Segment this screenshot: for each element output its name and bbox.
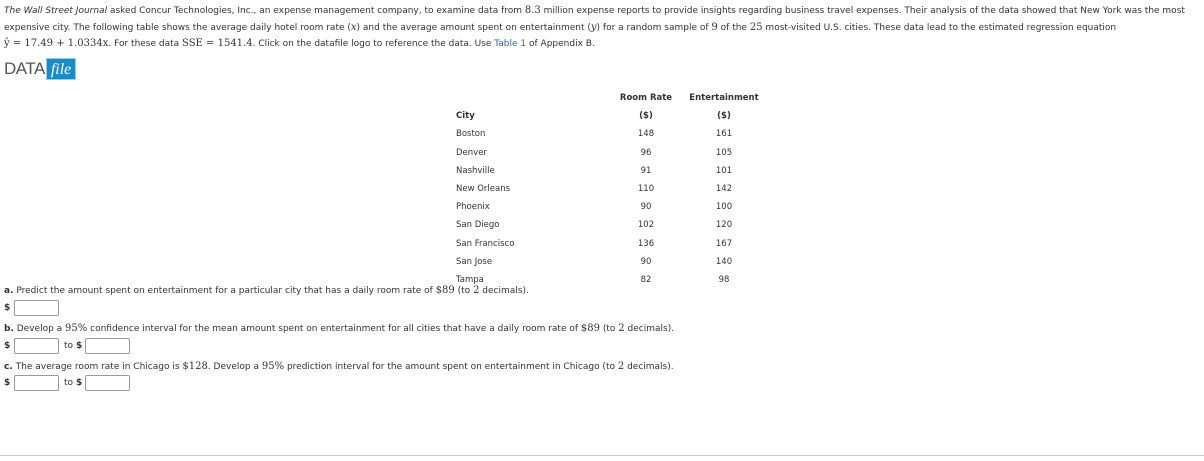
- room-rate-cell: 90: [640, 256, 652, 267]
- currency-symbol: $: [4, 378, 11, 388]
- entertainment-cell: 140: [715, 256, 733, 267]
- answer-b-upper-input[interactable]: [85, 338, 130, 354]
- question-c: [4, 361, 674, 372]
- table-row: [452, 162, 764, 180]
- logo-data-text: DATA: [4, 59, 45, 78]
- table-row: [452, 235, 764, 253]
- answer-c-lower-input[interactable]: [14, 375, 59, 391]
- currency-symbol: $: [4, 303, 11, 313]
- question-a: [4, 285, 529, 296]
- sse-value: SSE = 1541.4: [182, 38, 253, 49]
- header-room-unit: ($): [639, 111, 653, 122]
- answer-b-row: [4, 338, 130, 354]
- city-cell: Boston: [456, 129, 486, 140]
- entertainment-cell: 100: [715, 202, 733, 213]
- logo-file-text: file: [46, 58, 76, 80]
- room-rate-cell: 90: [640, 202, 652, 213]
- city-cell: Tampa: [456, 274, 484, 285]
- table-1-link[interactable]: Table 1: [494, 39, 527, 49]
- room-rate-cell: 82: [640, 274, 652, 285]
- city-cell: Denver: [456, 147, 487, 158]
- question-a-label: a.: [4, 286, 14, 296]
- to-label: to: [64, 378, 74, 388]
- city-cell: San Francisco: [456, 238, 515, 249]
- cities-total: 25: [749, 21, 763, 33]
- question-b-text: Develop a: [13, 324, 66, 334]
- table-row: [452, 125, 764, 143]
- table-header-row-2: [452, 107, 764, 125]
- header-city: City: [456, 111, 475, 122]
- intro-text-3: ) and the average amount spent on entertainment (: [356, 22, 591, 33]
- header-entertainment: Entertainment: [689, 93, 759, 104]
- intro-text-1: asked Concur Technologies, Inc., an expense management company, to examine data from: [107, 6, 525, 16]
- question-b: [4, 323, 674, 334]
- question-c-label: c.: [4, 362, 13, 372]
- entertainment-cell: 98: [718, 274, 730, 285]
- currency-symbol: $: [76, 341, 83, 351]
- intro-text-2: million expense reports to provide insights regarding business travel expenses. Their analysis of the data showed that New York was the most expensive city. The following table shows the average daily hotel room rate (: [4, 6, 1185, 33]
- question-c-chicago-rate: $128: [182, 361, 208, 372]
- entertainment-cell: 142: [715, 184, 733, 195]
- question-c-text-4: decimals).: [624, 362, 674, 372]
- question-c-text-2: . Develop a: [207, 362, 262, 372]
- entertainment-cell: 167: [715, 238, 733, 249]
- city-cell: Nashville: [456, 165, 495, 176]
- room-rate-cell: 96: [640, 147, 652, 158]
- intro-text-6: most-visited U.S. cities. These data lead to the estimated regression equation: [762, 22, 1117, 33]
- answer-a-row: [4, 300, 59, 316]
- question-b-text-3: (to: [600, 324, 619, 334]
- city-cell: Phoenix: [456, 202, 490, 213]
- question-c-decimals: 2: [617, 361, 625, 372]
- answer-a-input[interactable]: [14, 300, 59, 316]
- question-c-text: The average room rate in Chicago is: [12, 362, 183, 372]
- room-rate-cell: 91: [640, 165, 652, 176]
- question-c-confidence: 95%: [261, 361, 285, 372]
- question-b-text-4: decimals).: [624, 324, 675, 334]
- bottom-divider: [0, 455, 1204, 456]
- data-table: [452, 89, 764, 289]
- question-a-rate: $89: [435, 285, 455, 296]
- header-ent-unit: ($): [717, 111, 731, 122]
- sample-size: 9: [711, 21, 718, 33]
- city-cell: San Diego: [456, 220, 500, 231]
- question-b-confidence: 95%: [65, 323, 88, 334]
- entertainment-cell: 120: [715, 220, 733, 231]
- answer-c-row: [4, 375, 130, 391]
- intro-text-7: . For these data: [108, 39, 183, 49]
- datafile-logo[interactable]: [4, 58, 76, 80]
- room-rate-cell: 102: [637, 220, 655, 231]
- currency-symbol: $: [76, 378, 83, 388]
- entertainment-cell: 101: [715, 165, 733, 176]
- table-row: [452, 216, 764, 234]
- journal-name: The Wall Street Journal: [4, 6, 108, 16]
- reports-count: 8.3: [524, 5, 541, 16]
- intro-text-9: of Appendix B.: [526, 39, 595, 49]
- to-label: to: [64, 341, 74, 351]
- table-row: [452, 198, 764, 216]
- room-rate-cell: 136: [637, 238, 655, 249]
- question-a-decimals: 2: [473, 285, 480, 296]
- table-row: [452, 253, 764, 271]
- answer-b-lower-input[interactable]: [14, 338, 59, 354]
- currency-symbol: $: [4, 341, 11, 351]
- city-cell: San Jose: [456, 256, 493, 267]
- intro-text-8: . Click on the datafile logo to reference the data. Use: [252, 39, 495, 49]
- question-a-text: Predict the amount spent on entertainment for a particular city that has a daily room rate of: [13, 286, 436, 296]
- table-row: [452, 144, 764, 162]
- intro-text-5: of the: [717, 22, 750, 33]
- regression-equation: ŷ = 17.49 + 1.0334x: [4, 38, 109, 49]
- question-b-decimals: 2: [618, 323, 625, 334]
- city-cell: New Orleans: [456, 184, 511, 195]
- room-rate-cell: 110: [637, 184, 655, 195]
- y-variable: y: [590, 21, 597, 33]
- table-header-row-1: [452, 89, 764, 107]
- room-rate-cell: 148: [637, 129, 655, 140]
- question-a-text-2: (to: [454, 286, 474, 296]
- x-variable: x: [350, 21, 357, 33]
- entertainment-cell: 105: [715, 147, 733, 158]
- question-b-label: b.: [4, 324, 14, 334]
- intro-text-4: ) for a random sample of: [596, 22, 712, 33]
- problem-intro: [4, 3, 1200, 53]
- table-row: [452, 180, 764, 198]
- question-c-text-3: prediction interval for the amount spent on entertainment in Chicago (to: [284, 362, 618, 372]
- question-b-text-2: confidence interval for the mean amount spent on entertainment for all cities that have a daily room rate of: [87, 324, 581, 334]
- entertainment-cell: 161: [715, 129, 733, 140]
- question-a-text-3: decimals).: [479, 286, 529, 296]
- question-b-rate: $89: [580, 323, 600, 334]
- answer-c-upper-input[interactable]: [85, 375, 130, 391]
- header-room-rate: Room Rate: [619, 93, 673, 104]
